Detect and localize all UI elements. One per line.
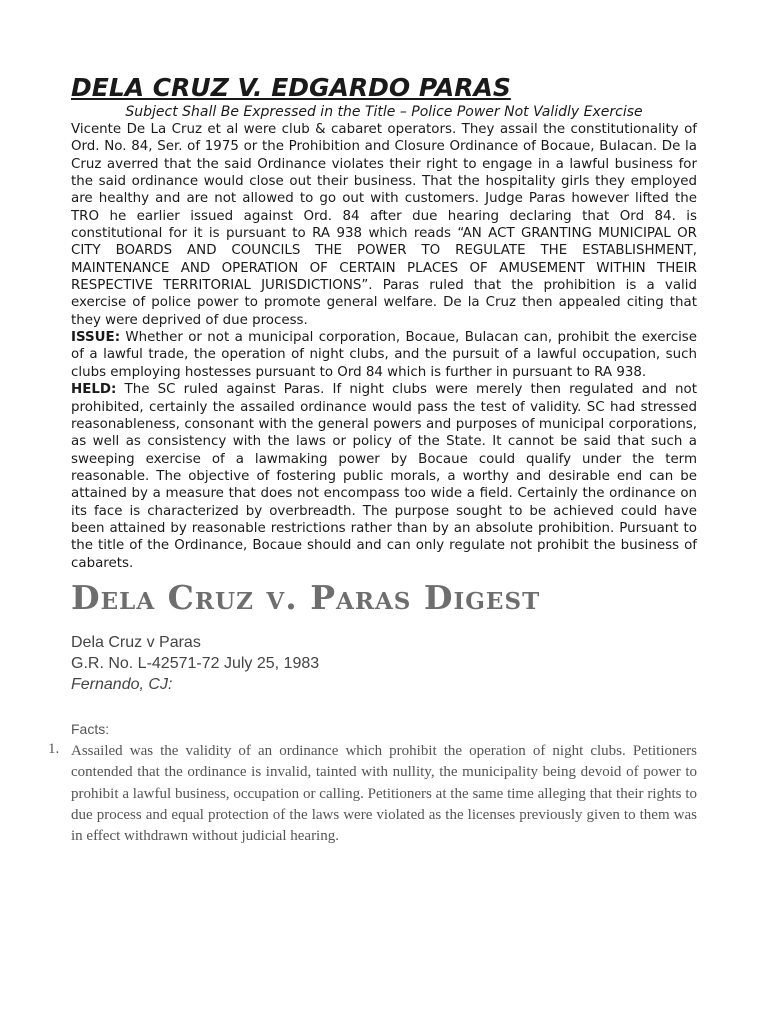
held-label: HELD: xyxy=(71,382,117,398)
list-item-text: Assailed was the validity of an ordinance which prohibit the operation of night clubs. Petitioners contended that the ordinance is invalid, tainted with nullity, the municipality being devoid of power to prohibit a lawful business, occupation or calling. Petitioners at the same time alleging that their rights to due process and equal protection of the laws were violated as the licenses previously given to them was in effect withdrawn without judicial hearing. xyxy=(71,742,697,845)
list-item-number: 1. xyxy=(48,740,60,757)
digest-facts-heading: Facts: xyxy=(71,720,110,737)
digest-meta xyxy=(71,632,697,695)
held-text: The SC ruled against Paras. If night clubs were merely then regulated and not prohibited, certainly the assailed ordinance would pass the test of validity. SC had stressed reasonableness, consonant with the general powers and purposes of municipal corporations, as well as consistency with the laws or policy of the State. It cannot be said that such a sweeping exercise of a lawmaking power by Bocaue could qualify under the term reasonable. The objective of fostering public morals, a worthy and desirable end can be attained by a measure that does not encompass too wide a field. Certainly the ordinance on its face is characterized by overbreadth. The purpose sought to be achieved could have been attained by reasonable restrictions rather than by an absolute prohibition. Pursuant to the title of the Ordinance, Bocaue should and can only regulate not prohibit the business of cabarets. xyxy=(71,382,697,571)
digest-title: Dela Cruz v. Paras Digest xyxy=(71,577,541,617)
document-page xyxy=(48,73,697,847)
digest-facts-list xyxy=(48,740,697,847)
issue-text: Whether or not a municipal corporation, Bocaue, Bulacan can, prohibit the exercise of a lawful trade, the operation of night clubs, and the pursuit of a lawful occupation, such clubs employing hostesses pursuant to Ord 84 which is further in pursuant to RA 938. xyxy=(71,330,697,380)
issue-label: ISSUE: xyxy=(71,330,121,346)
digest-ponente: Fernando, CJ: xyxy=(71,675,173,693)
list-item xyxy=(48,740,697,847)
facts-paragraph: Vicente De La Cruz et al were club & cabaret operators. They assail the constitutionality of Ord. No. 84, Ser. of 1975 or the Prohibition and Closure Ordinance of Bocaue, Bulacan. De la Cruz averred that the said Ordinance violates their right to engage in a lawful business for the said ordinance would close out their business. That the hospitality girls they employed are healthy and are not allowed to go out with customers. Judge Paras however lifted the TRO he earlier issued against Ord. 84 after due hearing declaring that Ord 84. is constitutional for it is pursuant to RA 938 which reads “AN ACT GRANTING MUNICIPAL OR CITY BOARDS AND COUNCILS THE POWER TO REGULATE THE ESTABLISHMENT, MAINTENANCE AND OPERATION OF CERTAIN PLACES OF AMUSEMENT WITHIN THEIR RESPECTIVE TERRITORIAL JURISDICTIONS”. Paras ruled that the prohibition is a valid exercise of police power to promote general welfare. De la Cruz then appealed citing that they were deprived of due process. xyxy=(71,122,697,328)
case-title: DELA CRUZ V. EDGARDO PARAS xyxy=(71,73,511,102)
case-subtitle: Subject Shall Be Expressed in the Title – Police Power Not Validly Exercise xyxy=(125,104,643,120)
issue-paragraph xyxy=(71,329,697,381)
digest-case-name: Dela Cruz v Paras xyxy=(71,633,201,651)
held-paragraph xyxy=(71,381,697,572)
digest-gr-number: G.R. No. L-42571-72 July 25, 1983 xyxy=(71,654,320,672)
